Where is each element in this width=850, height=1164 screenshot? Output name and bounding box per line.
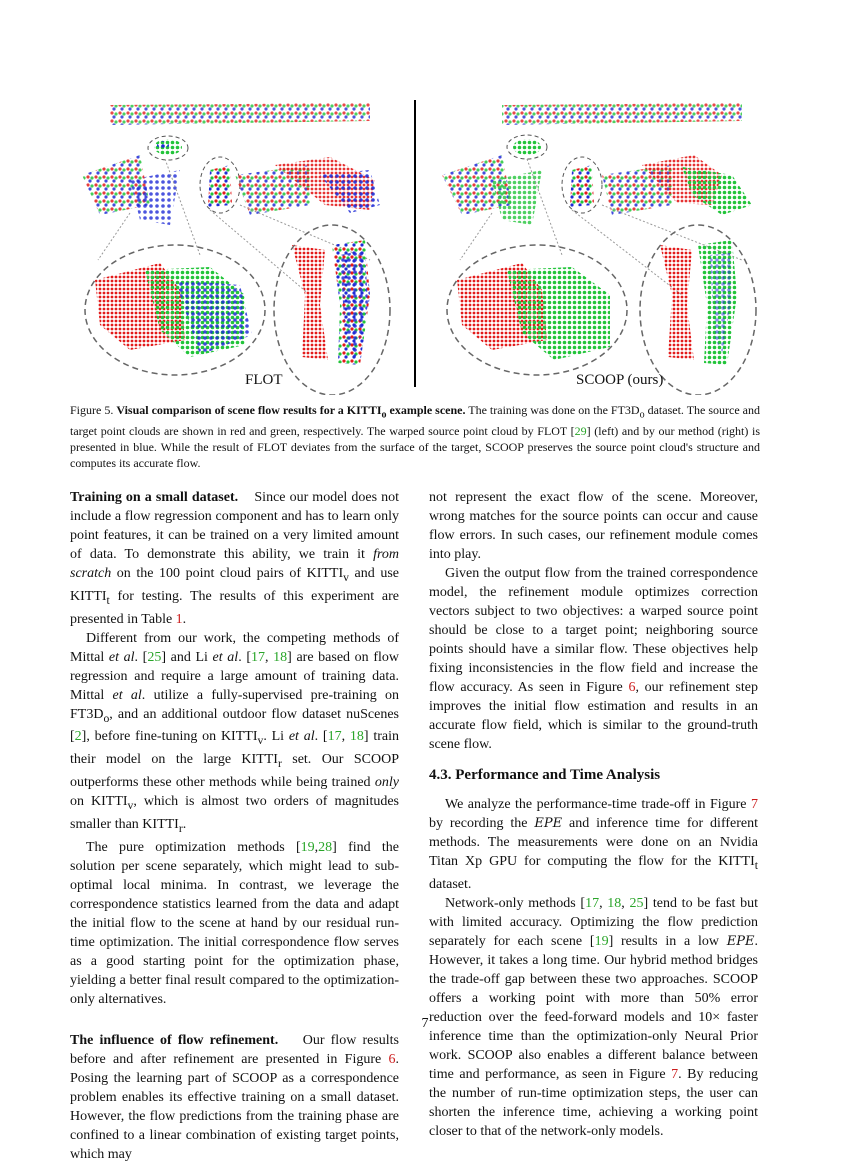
paragraph-training-small: Training on a small dataset. Since our model does not include a flow regression component and has to learn only point features, it can be trained on a very limited amount of data. To demonstrate this ability, we train it from scratch on the 100 point cloud pairs of $KITTI_v$ and use $KITTI_t$ for testing. The results of this experiment are presented in Table 1. — [70, 490, 400, 627]
left-column — [70, 488, 399, 1164]
scoop-panel — [442, 103, 756, 395]
caption-body-sub: o — [639, 409, 645, 421]
caption-body-2: dataset. The source and target point clouds are shown in red and green, respectively. The warped source point cloud by FLOT [ — [70, 403, 761, 439]
paragraph-refinement-module: Given the output flow from the trained correspondence model, the refinement module optimizes correction vectors subject to two objectives: a warped source point should be close to a target point; neighboring source points should have a similar flow. These objectives help fixing inconsistencies in the flow field and increase the flow accuracy. As seen in Figure 6, our refinement step improves the initial flow estimation and results in an accurate flow field, which is similar to the ground-truth scene flow. — [429, 566, 758, 752]
caption-title-tail: example scene. — [386, 403, 466, 417]
paragraph-continuation: not represent the exact flow of the scene. Moreover, wrong matches for the source points can occur and cause flow errors. In such cases, our refinement module comes into play. — [429, 490, 758, 562]
scoop-label: SCOOP (ours) — [576, 372, 664, 388]
caption-lead: Figure 5. — [70, 403, 114, 417]
caption-title: Visual comparison of scene flow results for a KITTI — [116, 403, 382, 417]
page-number: 7 — [421, 1016, 429, 1031]
paragraph-competing-methods: Different from our work, the competing methods of Mittal et al. [25] and Li et al. [17, 18] are based on flow regression and require a large amount of training data. Mittal et al. utilize a fully-supervised pre-training on $FT3D_o$, and an additional outdoor flow dataset nuScenes [2], before fine-tuning on $KITTI_v$. Li et al. [17, 18] train their model on the large $KITTI_r$ set. Our SCOOP outperforms these other methods while being trained only on $KITTI_v$, which is almost two orders of magnitudes smaller than $KITTI_r$. — [70, 630, 399, 835]
paragraph-flow-refinement: The influence of flow refinement. Our flow results before and after refinement are presented in Figure 6. Posing the learning part of SCOOP as a correspondence problem enables its effective training on a small dataset. However, the flow predictions from the training phase are confined to a linear combination of existing target points, which may — [70, 1032, 399, 1162]
caption-ref-link[interactable]: 29 — [574, 424, 587, 439]
caption-body-1: The training was done on the FT3D — [465, 403, 640, 417]
caption-title-sub: o — [381, 409, 387, 421]
caption-body-3: ] (left) and by our method (right) is presented in blue. While the result of FLOT deviates from the surface of the target, SCOOP preserves the source point cloud's structure and computes its accurate flow. — [70, 424, 760, 471]
right-column — [429, 488, 758, 1141]
flot-panel — [82, 103, 390, 395]
paragraph-pure-optimization: The pure optimization methods [19,28] find the solution per scene separately, which might lead to sub-optimal local minima. In contrast, we leverage the correspondence statistics learned from the data and adapt the initial flow to the scene at hand by our residual run-time optimization. The initial correspondence flow serves as a good starting point for the optimization phase, yielding a better final result compared to the optimization-only alternatives. — [70, 839, 399, 1007]
scene-flow-illustration — [70, 95, 760, 395]
paragraph-performance-tradeoff: We analyze the performance-time trade-off in Figure 7 by recording the EPE and inference time for different methods. The measurements were done on an Nvidia Titan Xp GPU for computing the flow for the $KITTI_t$ dataset. — [429, 797, 758, 892]
flot-label: FLOT — [245, 372, 283, 388]
section-heading-4-3: 4.3. Performance and Time Analysis — [429, 767, 661, 783]
figure-caption — [70, 402, 760, 471]
paragraph-network-only: Network-only methods [17, 18, 25] tend to be fast but with limited accuracy. Optimizing the flow prediction separately for each scene [19] results in a low EPE. However, it takes a long time. Our hybrid method bridges the trade-off gap between these two approaches. SCOOP offers a working point with more than 50% error reduction over the feed-forward models and 10× faster inference time than the optimization-only Neural Prior work. SCOOP also enables a different balance between time and performance, as seen in Figure 7. By reducing the number of run-time optimization steps, the user can shorten the inference time, achieving a working point closer to that of the network-only models. — [429, 895, 759, 1139]
figure-5 — [70, 95, 760, 395]
